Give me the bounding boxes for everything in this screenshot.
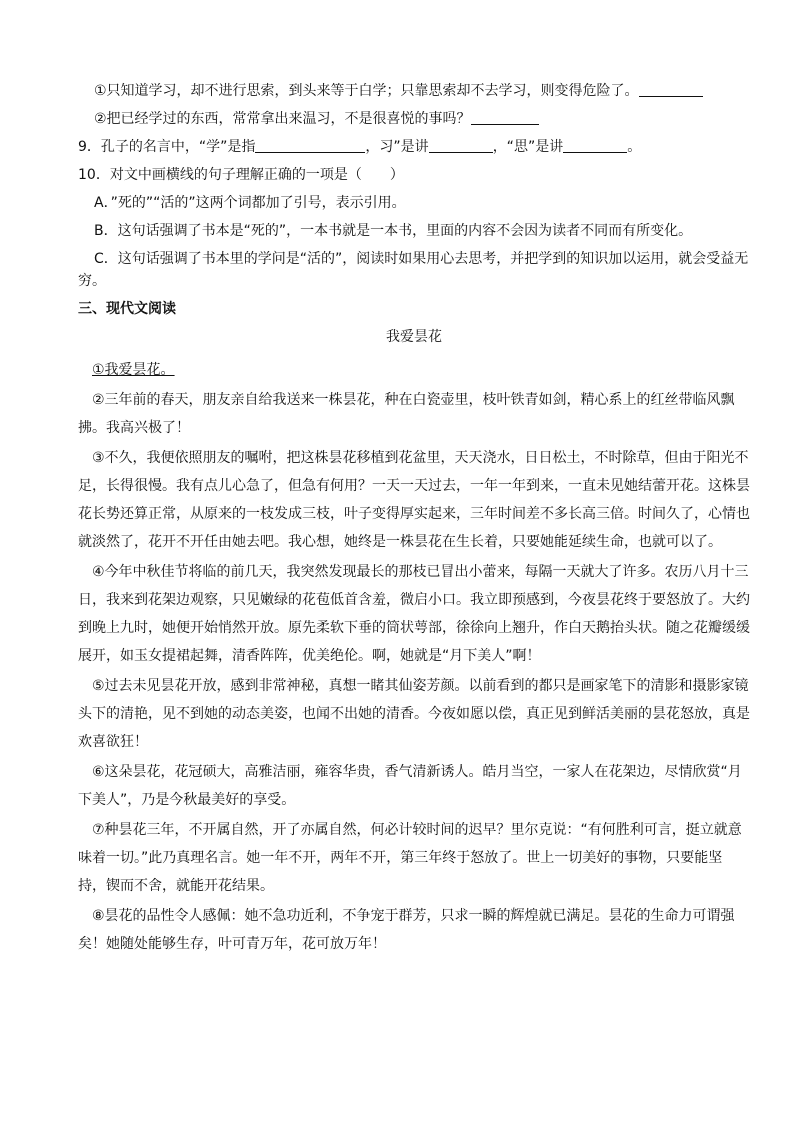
- underlined-sentence: ①我爱昙花。: [92, 362, 175, 378]
- passage-paragraph-8: ⑧昙花的品性令人感佩：她不急功近利，不争宠于群芳，只求一瞬的辉煌就已满足。昙花的生命力可谓强矣！她随处能够生存，叶可青万年，花可放万年！: [78, 908, 735, 952]
- answer-blank[interactable]: [255, 138, 365, 153]
- passage-paragraph-1: [78, 356, 750, 384]
- answer-blank[interactable]: [471, 110, 539, 125]
- q8-item-1-text: ①只知道学习，却不进行思索，到头来等于白学；只靠思索却不去学习，则变得危险了。: [94, 83, 639, 99]
- q9-text-2: ，习”是讲: [365, 139, 429, 155]
- passage-paragraph-2: ②三年前的春天，朋友亲自给我送来一株昙花，种在白瓷壶里，枝叶铁青如剑，精心系上的红丝带临风飘拂。我高兴极了！: [78, 392, 735, 436]
- q9-text-4: 。: [627, 139, 642, 155]
- question-10-stem: 10．对文中画横线的句子理解正确的一项是（ ）: [78, 167, 404, 183]
- passage-paragraph-6: ⑥这朵昙花，花冠硕大，高雅洁丽，雍容华贵，香气清新诱人。皓月当空，一家人在花架边，尽情欣赏“月下美人”，乃是今秋最美好的享受。: [78, 764, 742, 808]
- passage-paragraph-4: ④今年中秋佳节将临的前几天，我突然发现最长的那枝已冒出小蕾来，每隔一天就大了许多。农历八月十三日，我来到花架边观察，只见嫩绿的花苞低首含羞，微启小口。我立即预感到，今夜昙花终于要怒放了。大约到晚上九时，她便开始悄然开放。原先柔软下垂的筒状萼部，徐徐向上翘升，作白天鹅抬头状。随之花瓣缓缓展开，如玉女提裙起舞，清香阵阵，优美绝伦。啊，她就是“月下美人”啊！: [78, 564, 750, 664]
- answer-blank[interactable]: [429, 138, 493, 153]
- question-10-option-a[interactable]: A．”死的”“活的”这两个词都加了引号，表示引用。: [94, 195, 406, 211]
- answer-blank[interactable]: [639, 82, 703, 97]
- document-content: [78, 80, 750, 960]
- q8-item-1: [78, 80, 750, 102]
- passage-paragraph-7: ⑦种昙花三年，不开属自然，开了亦属自然，何必计较时间的迟早？里尔克说：“有何胜利可言，挺立就意味着一切。”此乃真理名言。她一年不开，两年不开，第三年终于怒放了。世上一切美好的事物，只要能坚持，锲而不舍，就能开花结果。: [78, 822, 742, 894]
- question-10-option-c[interactable]: C．这句话强调了书本里的学问是“活的”，阅读时如果用心去思考，并把学到的知识加以运用，就会受益无穷。: [78, 251, 749, 289]
- question-9: [78, 136, 750, 158]
- passage-title: 我爱昙花: [386, 329, 442, 345]
- section-heading: 三、现代文阅读: [78, 301, 176, 317]
- answer-blank[interactable]: [563, 138, 627, 153]
- q9-text-3: ，“思”是讲: [492, 139, 564, 155]
- passage-paragraph-5: ⑤过去未见昙花开放，感到非常神秘，真想一睹其仙姿芳颜。以前看到的都只是画家笔下的清影和摄影家镜头下的清艳，见不到她的动态美姿，也闻不出她的清香。今夜如愿以偿，真正见到鲜活美丽的昙花怒放，真是欢喜欲狂！: [78, 678, 750, 750]
- q8-item-2: [78, 108, 750, 130]
- question-10-option-b[interactable]: B．这句话强调了书本是“死的”，一本书就是一本书，里面的内容不会因为读者不同而有所变化。: [94, 223, 693, 239]
- q8-item-2-text: ②把已经学过的东西，常常拿出来温习，不是很喜悦的事吗？: [94, 111, 471, 127]
- q9-text-1: 9．孔子的名言中，“学”是指: [78, 139, 256, 155]
- passage-paragraph-3: ③不久，我便依照朋友的嘱咐，把这株昙花移植到花盆里，天天浇水，日日松土，不时除草，但由于阳光不足，长得很慢。我有点儿心急了，但急有何用？一天一天过去，一年一年到来，一直未见她结蕾开花。这株昙花长势还算正常，从原来的一枝发成三枝，叶子变得厚实起来，三年时间差不多长高三倍。时间久了，心情也就淡然了，花开不开任由她去吧。我心想，她终是一株昙花在生长着，只要她能延续生命，也就可以了。: [78, 450, 750, 550]
